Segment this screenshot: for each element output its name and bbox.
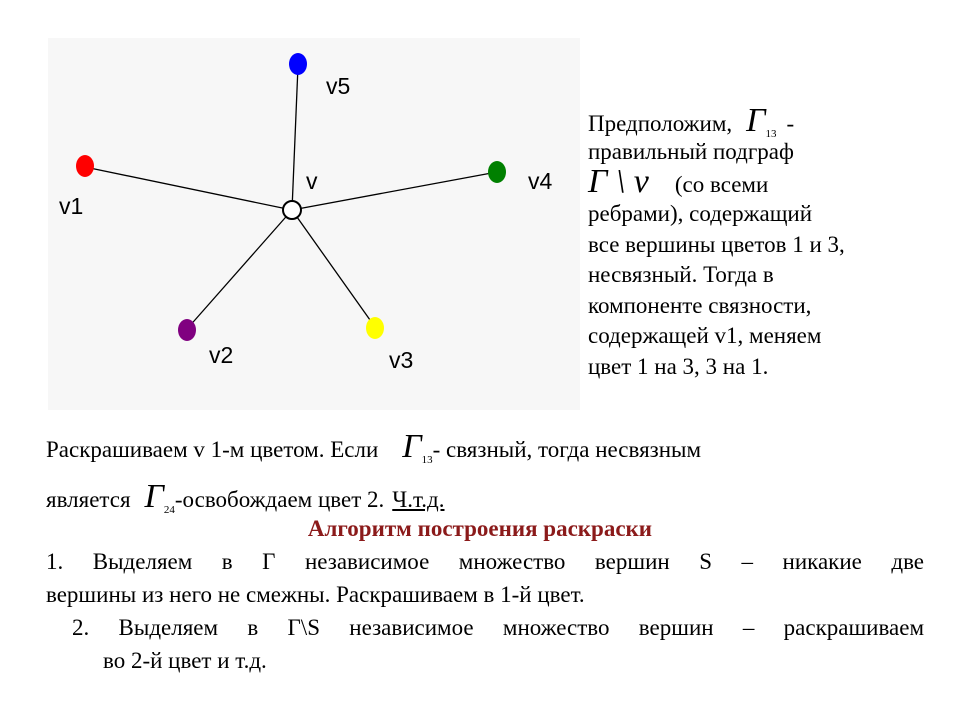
vertex-v1 — [76, 155, 94, 177]
algorithm-item-1-line-1: 1. Выделяем в Г независимое множество вершин S – никакие две — [46, 549, 924, 574]
edge-v-v5 — [292, 66, 298, 210]
proof-line-5: все вершины цветов 1 и 3, — [588, 231, 845, 257]
proof-line-3: Г \ v (со всеми — [588, 163, 769, 200]
star-graph — [48, 38, 580, 410]
algorithm-item-2-line-2: во 2-й цвет и т.д. — [103, 648, 267, 673]
gamma-subscript: 13 — [421, 454, 433, 466]
proof-line-6: несвязный. Тогда в — [588, 262, 774, 287]
vertex-v5 — [289, 53, 307, 75]
edge-v-v2 — [187, 210, 292, 329]
formula-gamma-minus-v: Г \ v — [588, 163, 649, 200]
proof-line-1: Предположим, $Г_{13}$ - — [588, 102, 795, 140]
gamma-symbol: Г — [144, 478, 164, 515]
edge-v-v3 — [292, 210, 375, 327]
proof-line-2: правильный подграф — [588, 138, 794, 164]
proof-text-block — [588, 102, 918, 382]
label-v4: v4 — [528, 168, 553, 194]
algorithm-item-2-line-1: 2. Выделяем в Г\S независимое множество вершин – раскрашиваем — [72, 615, 924, 640]
paragraph-line-1: Раскрашиваем v 1-м цветом. Если $Г_{13}-$ связный, тогда несвязным — [46, 428, 702, 466]
proof-line-4: ребрами), содержащий — [588, 201, 813, 226]
vertex-v2 — [178, 319, 196, 341]
vertex-v3 — [366, 317, 384, 339]
algorithm-heading: Алгоритм построения раскраски — [307, 516, 653, 541]
label-v3: v3 — [389, 347, 414, 373]
algorithm-item-1-line-2: вершины из него не смежны. Раскрашиваем в 1-й цвет. — [46, 582, 585, 607]
gamma-symbol: Г — [402, 428, 422, 465]
edge-v-v4 — [292, 172, 497, 210]
proof-line-9: цвет 1 на 3, 3 на 1. — [588, 353, 769, 379]
vertex-v — [283, 201, 301, 219]
edge-v-v1 — [85, 167, 292, 210]
gamma-subscript: 24 — [163, 504, 175, 516]
qed-mark: Ч.т.д. — [392, 487, 445, 512]
proof-line-7: компоненте связности, — [588, 292, 812, 318]
label-v1: v1 — [59, 193, 84, 219]
paragraph-line-2: является $Г_{24}$-освобождаем цвет 2. Ч.т.д. — [46, 478, 445, 516]
gamma-symbol: Г — [746, 102, 766, 139]
vertex-v4 — [488, 161, 506, 183]
gamma-subscript: 13 — [765, 128, 777, 140]
label-v2: v2 — [209, 342, 234, 368]
label-v: v — [306, 168, 318, 194]
proof-line-8: содержащей v1, меняем — [588, 323, 822, 348]
label-v5: v5 — [326, 73, 351, 99]
graph-figure — [48, 38, 580, 410]
